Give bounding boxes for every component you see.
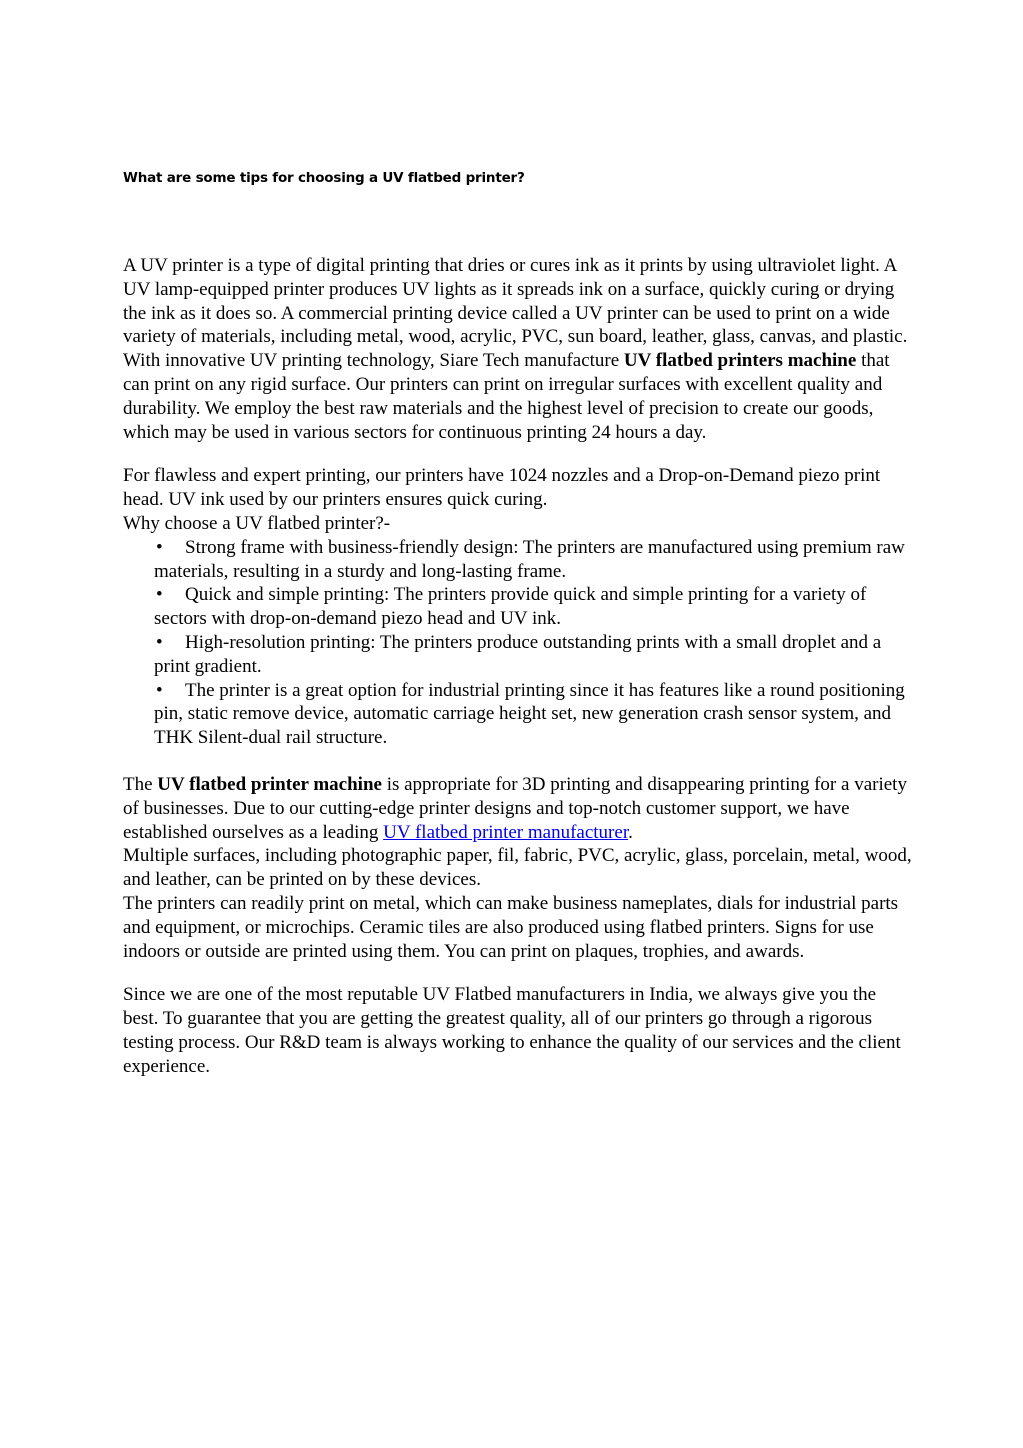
intro-paragraph: A UV printer is a type of digital printing that dries or cures ink as it prints by using ultraviolet light. A UV lamp-equipped printer produces UV lights as it spreads ink on a surface, quickly curing or drying the ink as it does so. A commercial printing device called a UV printer can be used to print on a wide variety of materials, including metal, wood, acrylic, PVC, sun board, leather, glass, canvas, and plastic. bbox=[123, 255, 908, 348]
manufacturer-link[interactable]: UV flatbed printer manufacturer bbox=[383, 821, 629, 843]
machine-text-start: The bbox=[123, 773, 158, 795]
bullet-icon: • bbox=[156, 536, 163, 558]
list-item bbox=[123, 679, 913, 750]
technology-bold-term: UV flatbed printers machine bbox=[623, 350, 857, 372]
surfaces-paragraph: Multiple surfaces, including photographic paper, fil, fabric, PVC, acrylic, glass, porcelain, metal, wood, and leather, can be printed on by these devices. bbox=[123, 845, 912, 891]
bullet-icon: • bbox=[156, 679, 163, 701]
paragraph-spacer bbox=[123, 750, 913, 773]
why-heading: Why choose a UV flatbed printer?- bbox=[123, 512, 391, 534]
machine-bold-term: UV flatbed printer machine bbox=[157, 773, 382, 795]
bullet-icon: • bbox=[156, 631, 163, 653]
technology-text-end: that can print on any rigid surface. Our printers can print on irregular surfaces with excellent quality and durability. We employ the best raw materials and the highest level of precision to create our goods, which may be used in various sectors for continuous printing 24 hours a day. bbox=[123, 350, 890, 443]
document-title: What are some tips for choosing a UV flatbed printer? bbox=[123, 170, 525, 186]
paragraph-spacer bbox=[123, 444, 913, 464]
metal-paragraph: The printers can readily print on metal, which can make business nameplates, dials for industrial parts and equipment, or microchips. Ceramic tiles are also produced using flatbed printers. Signs for use indoors or outside are printed using them. You can print on plaques, trophies, and awards. bbox=[123, 892, 899, 962]
technology-paragraph bbox=[123, 349, 913, 444]
list-item-text: Strong frame with business-friendly design: The printers are manufactured using premium raw materials, resulting in a sturdy and long-lasting frame. bbox=[154, 536, 905, 582]
list-item bbox=[123, 536, 913, 584]
bullet-icon: • bbox=[156, 584, 163, 606]
technology-text-start: With innovative UV printing technology, Siare Tech manufacture bbox=[123, 350, 624, 372]
list-item-text: High-resolution printing: The printers produce outstanding prints with a small droplet and a print gradient. bbox=[154, 631, 882, 677]
list-item bbox=[123, 583, 913, 631]
nozzles-paragraph: For flawless and expert printing, our printers have 1024 nozzles and a Drop-on-Demand piezo print head. UV ink used by our printers ensures quick curing. bbox=[123, 465, 881, 511]
machine-paragraph bbox=[123, 773, 913, 844]
document-body bbox=[123, 254, 913, 1079]
machine-text-middle: is appropriate for 3D printing and disappearing printing for a variety of businesses. Due to our cutting-edge printer designs and top-notch customer support, we have established ourselves as a leading bbox=[123, 773, 907, 843]
feature-list bbox=[123, 536, 913, 750]
list-item-text: The printer is a great option for industrial printing since it has features like a round positioning pin, static remove device, automatic carriage height set, new generation crash sensor system, and THK Silent-dual rail structure. bbox=[154, 679, 905, 749]
closing-paragraph: Since we are one of the most reputable UV Flatbed manufacturers in India, we always give you the best. To guarantee that you are getting the greatest quality, all of our printers go through a rigorous testing process. Our R&D team is always working to enhance the quality of our services and the client experience. bbox=[123, 984, 901, 1077]
paragraph-spacer bbox=[123, 963, 913, 983]
list-item bbox=[123, 631, 913, 679]
list-item-text: Quick and simple printing: The printers provide quick and simple printing for a variety of sectors with drop-on-demand piezo head and UV ink. bbox=[154, 584, 867, 630]
machine-text-end: . bbox=[628, 821, 633, 843]
